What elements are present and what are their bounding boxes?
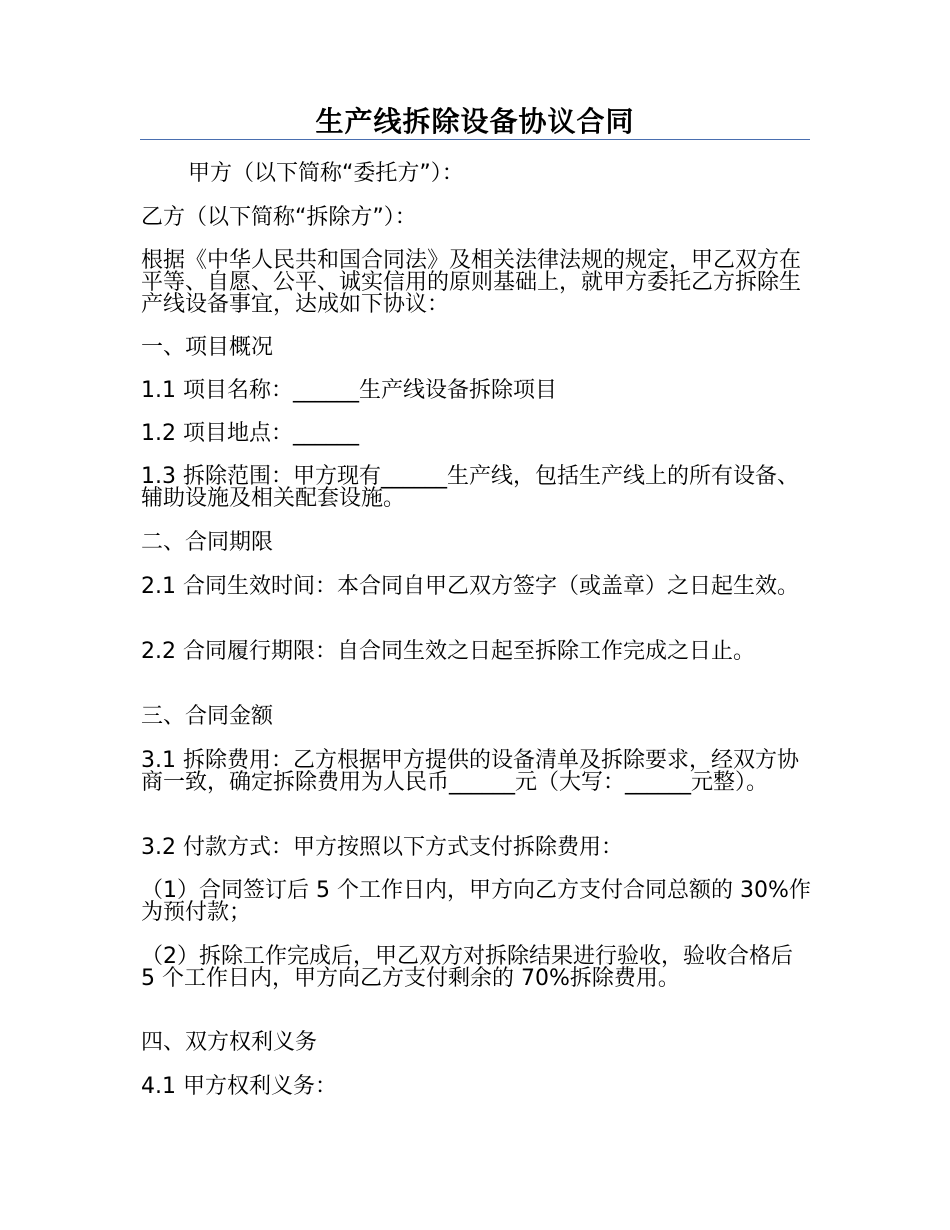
clause-3-1: 3.1 拆除费用：乙方根据甲方提供的设备清单及拆除要求，经双方协商一致，确定拆除费用为人民币______元（大写：______元整）。 xyxy=(141,748,799,795)
party-a-line: 甲方（以下简称“委托方”）： xyxy=(188,161,464,186)
section-heading-3: 三、合同金额 xyxy=(141,704,274,729)
preamble-paragraph: 根据《中华人民共和国合同法》及相关法律法规的规定，甲乙双方在平等、自愿、公平、诚实信用的原则基础上，就甲方委托乙方拆除生产线设备事宜，达成如下协议： xyxy=(141,248,802,317)
clause-2-2: 2.2 合同履行期限：自合同生效之日起至拆除工作完成之日止。 xyxy=(141,639,755,664)
section-heading-4: 四、双方权利义务 xyxy=(141,1030,318,1055)
title-underline xyxy=(140,139,810,140)
clause-3-2-item-2: （2）拆除工作完成后，甲乙双方对拆除结果进行验收，验收合格后 5 个工作日内，甲方向乙方支付剩余的 70%拆除费用。 xyxy=(141,944,800,991)
party-b-line: 乙方（以下简称“拆除方”）： xyxy=(141,205,417,230)
document-title: 生产线拆除设备协议合同 xyxy=(315,105,635,138)
section-heading-2: 二、合同期限 xyxy=(141,530,274,555)
section-heading-1: 一、项目概况 xyxy=(141,335,274,360)
clause-1-2: 1.2 项目地点：______ xyxy=(141,421,359,446)
clause-3-2: 3.2 付款方式：甲方按照以下方式支付拆除费用： xyxy=(141,835,623,860)
clause-4-1: 4.1 甲方权利义务： xyxy=(141,1074,337,1099)
clause-2-1: 2.1 合同生效时间：本合同自甲乙双方签字（或盖章）之日起生效。 xyxy=(141,574,799,599)
clause-1-3: 1.3 拆除范围：甲方现有______生产线，包括生产线上的所有设备、辅助设施及相关配套设施。 xyxy=(141,464,799,511)
clause-1-1: 1.1 项目名称：______生产线设备拆除项目 xyxy=(141,378,557,403)
clause-3-2-item-1: （1）合同签订后 5 个工作日内，甲方向乙方支付合同总额的 30%作为预付款； xyxy=(141,878,811,925)
